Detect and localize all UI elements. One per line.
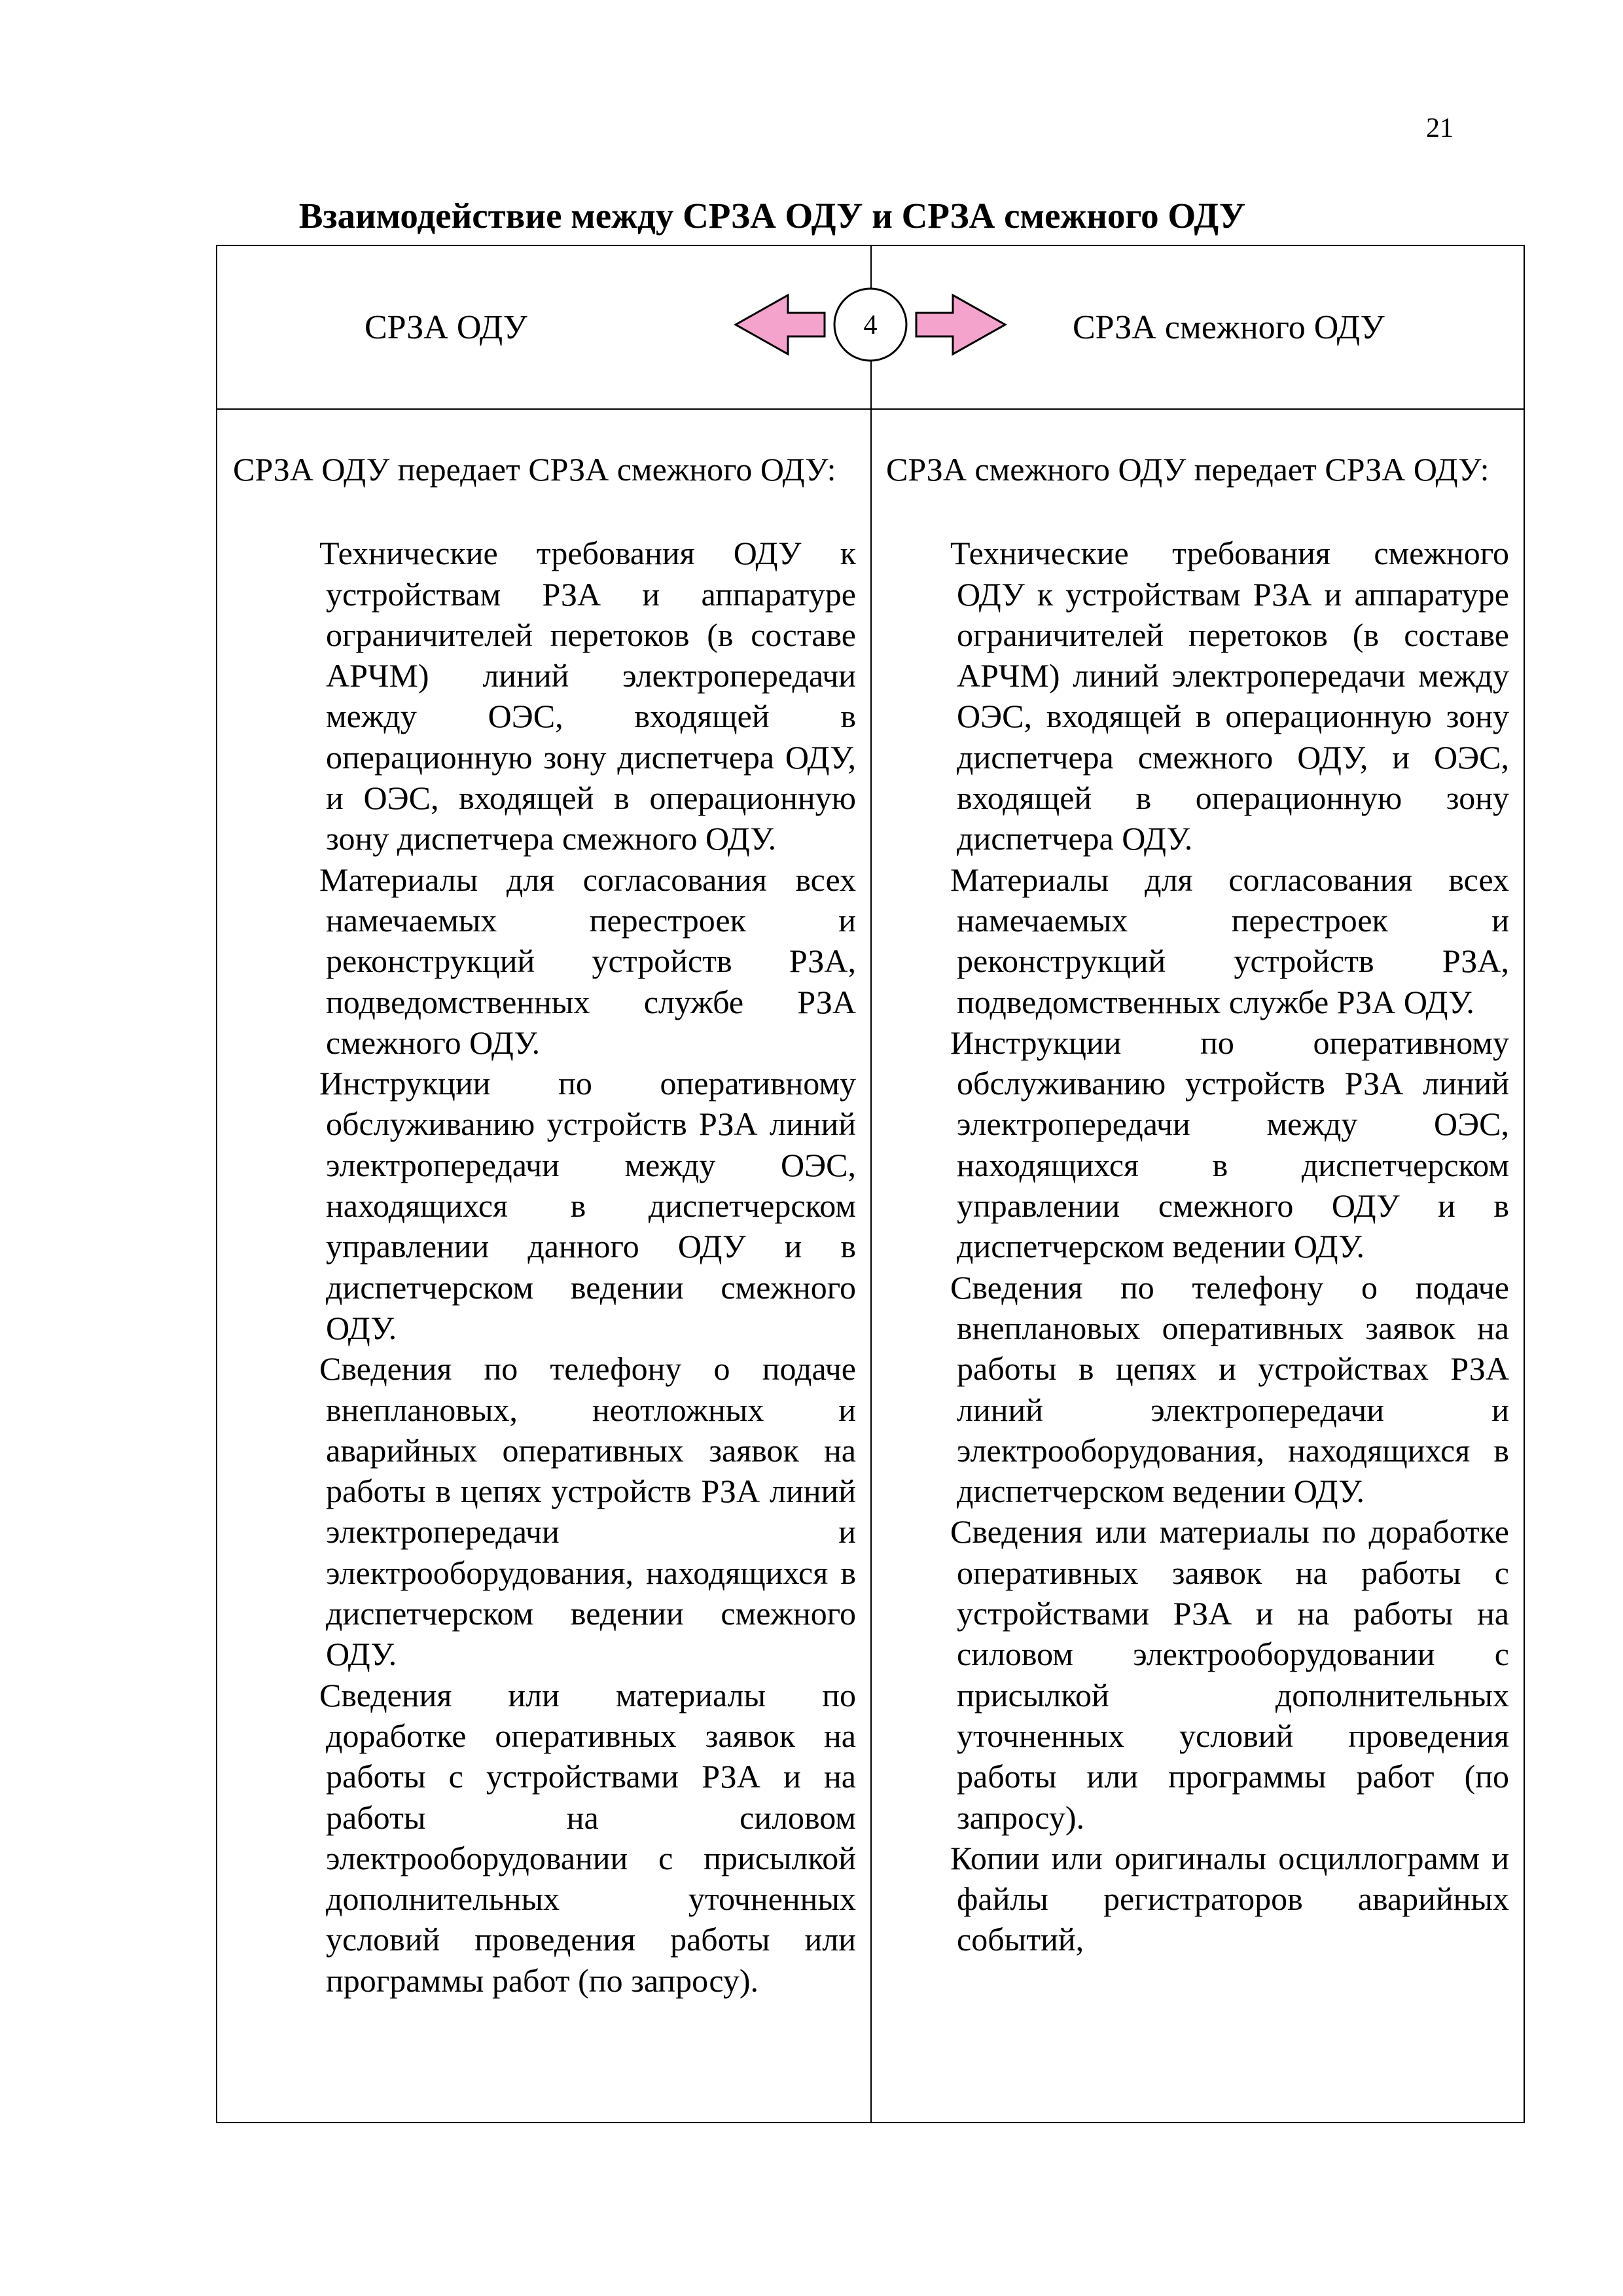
double-arrow-icon [733,279,1008,370]
list-item: Материалы для согласования всех намечаемых перестроек и реконструкций устройств РЗА, подведомственных службе РЗА ОДУ. [950,861,1509,1020]
list-item: Инструкции по оперативному обслуживанию устройств РЗА линий электропередачи между ОЭС, находящихся в диспетчерском управлении смежного ОДУ и в диспетчерском ведении ОДУ. [950,1024,1509,1265]
right-item-list [886,533,1509,1960]
list-item: Технические требования смежного ОДУ к устройствам РЗА и аппаратуре ограничителей перетоков (в составе АРЧМ) линий электропередачи между ОЭС, входящей в операционную зону диспетчера смежного ОДУ, и ОЭС, входящей в операционную зону диспетчера ОДУ. [950,535,1509,857]
list-item: Сведения по телефону о подаче внеплановых, неотложных и аварийных оперативных заявок на работы в цепях устройств РЗА линий электропередачи и электрооборудования, находящихся в диспетчерском ведении смежного ОДУ. [319,1350,856,1673]
page-number: 21 [1426,113,1454,143]
interaction-table [216,245,1525,2123]
right-intro: СРЗА смежного ОДУ передает СРЗА ОДУ: [886,451,1489,488]
document-title: Взаимодействие между СРЗА ОДУ и СРЗА смежного ОДУ [298,196,1246,236]
column-divider [870,246,872,2122]
header-right-label: СРЗА смежного ОДУ [1073,309,1385,346]
left-arrow-shape [736,295,825,354]
list-item: Сведения или материалы по доработке оперативных заявок на работы с устройствами РЗА и на работы на силовом электрооборудовании с присылкой дополнительных уточненных условий проведения работы или программы работ (по запросу). [950,1513,1509,1836]
list-item: Инструкции по оперативному обслуживанию устройств РЗА линий электропередачи между ОЭС, находящихся в диспетчерском управлении данного ОДУ и в диспетчерском ведении смежного ОДУ. [319,1065,856,1346]
header-left-label: СРЗА ОДУ [365,309,527,346]
arrow-number: 4 [863,310,878,340]
list-item: Сведения по телефону о подаче внеплановых оперативных заявок на работы в цепях и устройствах РЗА линий электропередачи и электрооборудования, находящихся в диспетчерском ведении ОДУ. [950,1268,1509,1510]
list-item: Материалы для согласования всех намечаемых перестроек и реконструкций устройств РЗА, подведомственных службе РЗА смежного ОДУ. [319,861,856,1061]
list-item: Сведения или материалы по доработке оперативных заявок на работы с устройствами РЗА и на работы на силовом электрооборудовании с присылкой дополнительных уточненных условий проведения работы или программы работ (по запросу). [319,1676,856,1999]
left-column-content [233,449,856,2001]
list-item: Технические требования ОДУ к устройствам РЗА и аппаратуре ограничителей перетоков (в составе АРЧМ) линий электропередачи между ОЭС, входящей в операционную зону диспетчера ОДУ, и ОЭС, входящей в операционную зону диспетчера смежного ОДУ. [319,535,856,857]
right-column-content [886,449,1509,1960]
right-arrow-shape [916,295,1005,354]
left-intro: СРЗА ОДУ передает СРЗА смежного ОДУ: [233,451,836,488]
left-item-list [233,533,856,2001]
header-row-divider [217,408,1524,410]
list-item: Копии или оригиналы осциллограмм и файлы регистраторов аварийных событий, [950,1839,1509,1958]
